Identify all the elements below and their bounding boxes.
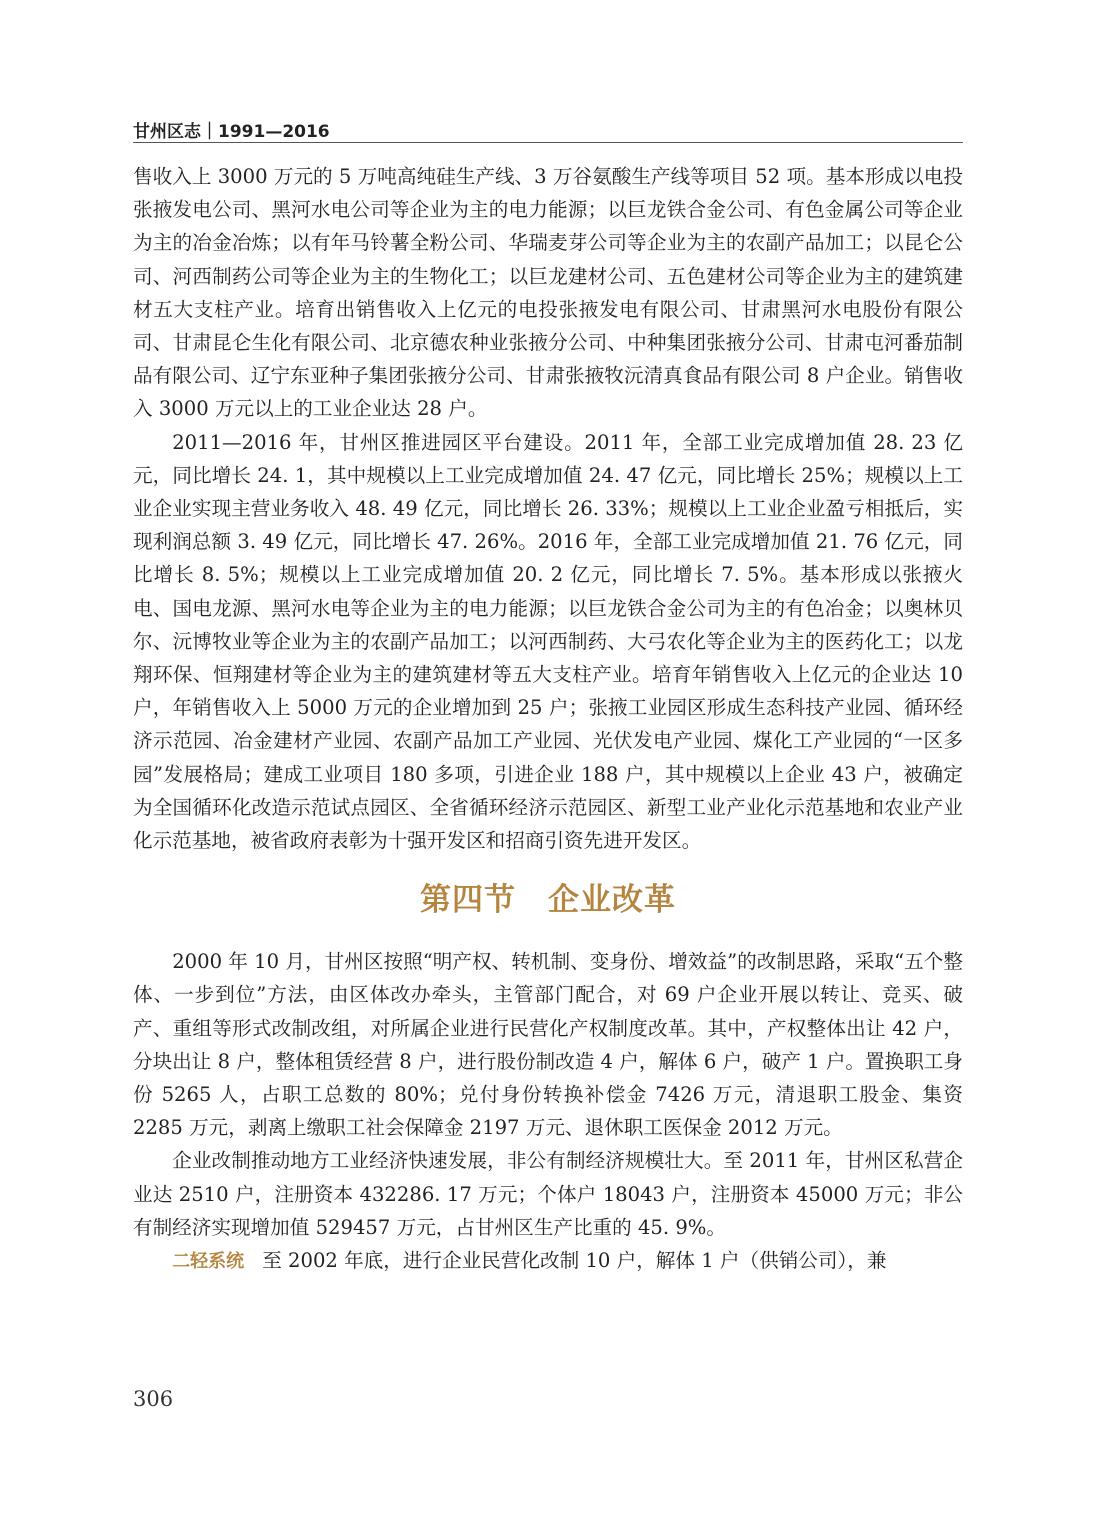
subsection-text: 至 2002 年底，进行企业民营化改制 10 户，解体 1 户（供销公司），兼 (262, 1249, 887, 1273)
paragraph: 售收入上 3000 万元的 5 万吨高纯硅生产线、3 万谷氨酸生产线等项目 52 项。基本形成以电投张掖发电公司、黑河水电公司等企业为主的电力能源；以巨龙铁合金公司、有色金属公司等企业为主的冶金冶炼；以有年马铃薯全粉公司、华瑞麦芽公司等企业为主的农副产品加工；以昆仑公司、河西制药公司等企业为主的生物化工；以巨龙建材公司、五色建材公司等企业为主的建筑建材五大支柱产业。培育出销售收入上亿元的电投张掖发电有限公司、甘肃黑河水电股份有限公司、甘肃昆仑生化有限公司、北京德农种业张掖分公司、中种集团张掖分公司、甘肃屯河番茄制品有限公司、辽宁东亚种子集团张掖分公司、甘肃张掖牧沅清真食品有限公司 8 户企业。销售收入 3000 万元以上的工业企业达 28 户。 (133, 165, 963, 421)
header-divider (133, 142, 963, 143)
paragraph: 2000 年 10 月，甘州区按照“明产权、转机制、变身份、增效益”的改制思路，采取“五个整体、一步到位”方法，由区体改办牵头，主管部门配合，对 69 户企业开展以转让、竞买、破产、重组等形式改制改组，对所属企业进行民营化产权制度改革。其中，产权整体出让 42 户，分块出让 8 户，整体租赁经营 8 户，进行股份制改造 4 户，解体 6 户，破产 1 户。置换职工身份 5265 人，占职工总数的 80%；兑付身份转换补偿金 7426 万元，清退职工股金、集资 2285 万元，剥离上缴职工社会保障金 2197 万元、退休职工医保金 2012 万元。 (133, 950, 963, 1140)
running-header: 甘州区志｜1991—2016 (133, 122, 330, 142)
page-number: 306 (133, 1387, 174, 1411)
section-title: 企业改革 (548, 882, 676, 919)
subsection-paragraph (133, 1244, 963, 1278)
paragraph: 2011—2016 年，甘州区推进园区平台建设。2011 年，全部工业完成增加值 28. 23 亿元，同比增长 24. 1，其中规模以上工业完成增加值 24. 47 亿元，同比增长 25%；规模以上工业企业实现主营业务收入 48. 49 亿元，同比增长 26. 33%；规模以上工业企业盈亏相抵后，实现利润总额 3. 49 亿元，同比增长 47. 26%。2016 年，全部工业完成增加值 21. 76 亿元，同比增长 8. 5%；规模以上工业完成增加值 20. 2 亿元，同比增长 7. 5%。基本形成以张掖火电、国电龙源、黑河水电等企业为主的电力能源；以巨龙铁合金公司为主的有色冶金；以奥林贝尔、沅博牧业等企业为主的农副产品加工；以河西制药、大弓农化等企业为主的医药化工；以龙翔环保、恒翔建材等企业为主的建筑建材等五大支柱产业。培育年销售收入上亿元的企业达 10 户，年销售收入上 5000 万元的企业增加到 25 户；张掖工业园区形成生态科技产业园、循环经济示范园、冶金建材产业园、农副产品加工产业园、光伏发电产业园、煤化工产业园的“一区多园”发展格局；建成工业项目 180 多项，引进企业 188 户，其中规模以上企业 43 户，被确定为全国循环化改造示范试点园区、全省循环经济示范园区、新型工业产业化示范基地和农业产业化示范基地，被省政府表彰为十强开发区和招商引资先进开发区。 (133, 430, 964, 853)
subsection-label: 二轻系统 (172, 1251, 245, 1273)
section-number: 第四节 (420, 882, 516, 919)
section-heading (133, 875, 963, 925)
paragraph: 企业改制推动地方工业经济快速发展，非公有制经济规模壮大。至 2011 年，甘州区私营企业达 2510 户，注册资本 432286. 17 万元；个体户 18043 户，注册资本 45000 万元；非公有制经济实现增加值 529457 万元，占甘州区生产比重的 45. 9%。 (133, 1149, 963, 1239)
page-body (133, 160, 963, 1278)
